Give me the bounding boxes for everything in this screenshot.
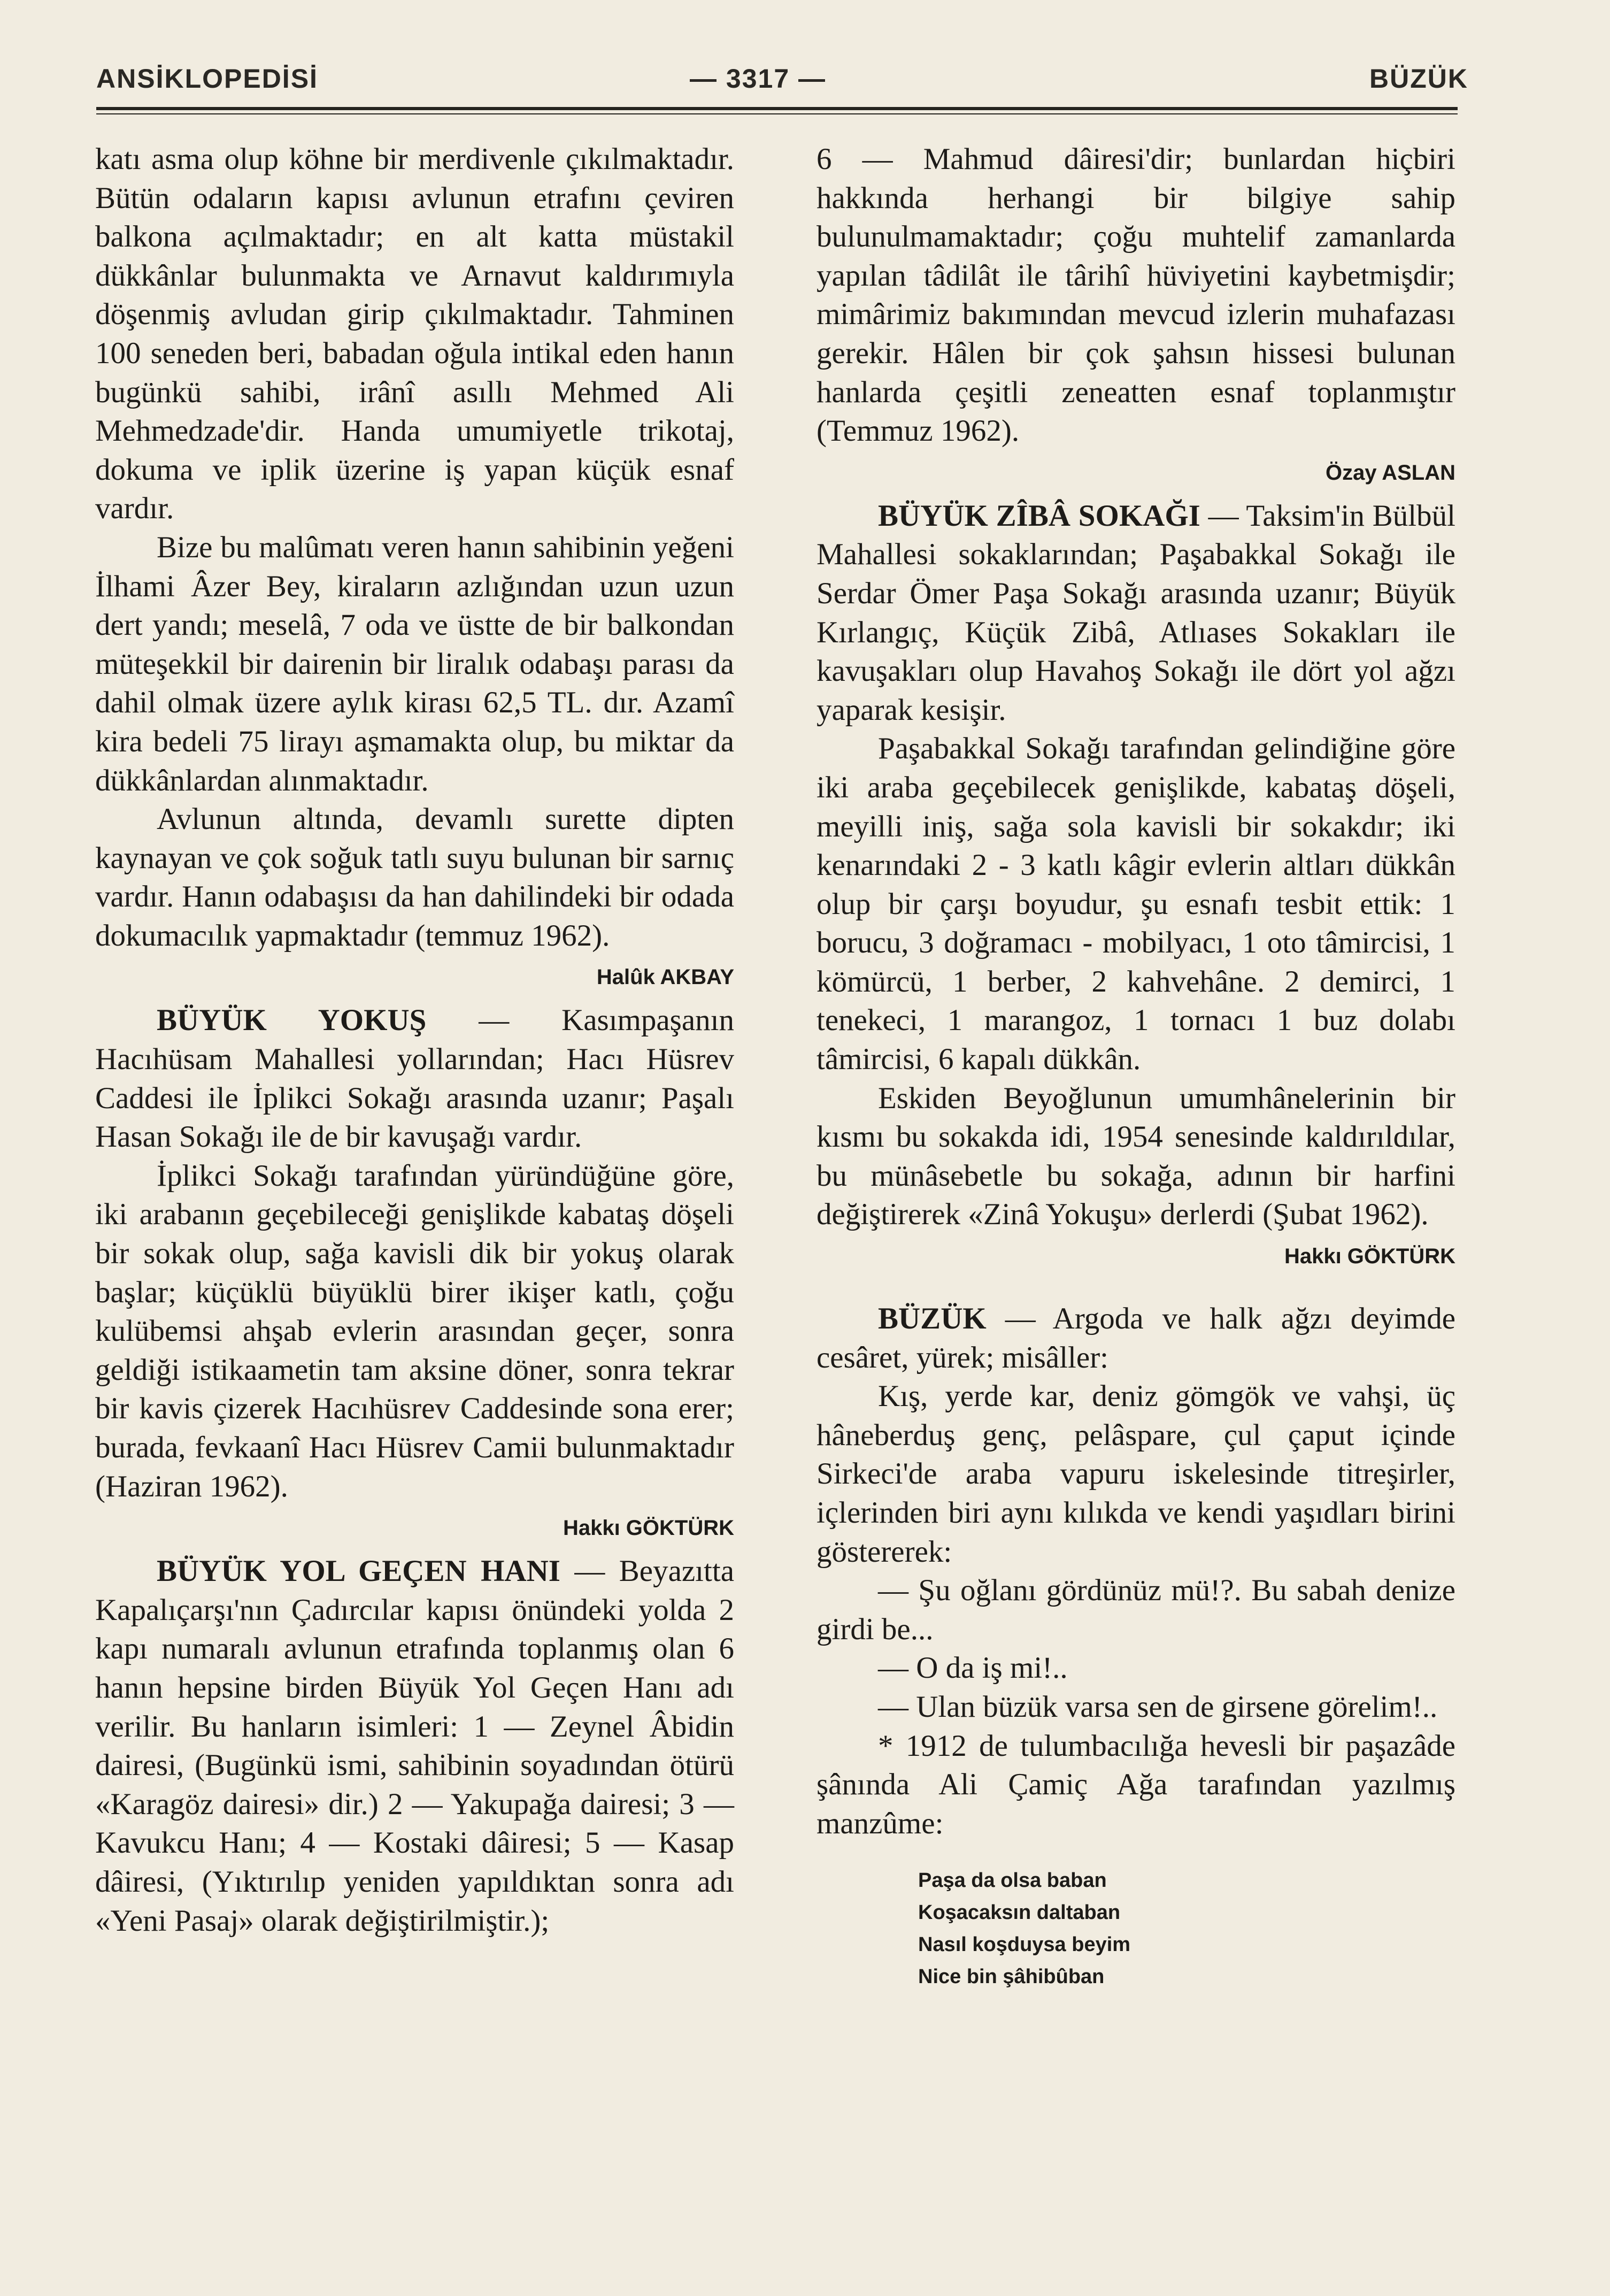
- poem-line: Koşacaksın daltaban: [918, 1901, 1121, 1924]
- author-signature: Hakkı GÖKTÜRK: [563, 1516, 734, 1540]
- poem-line: Paşa da olsa baban: [918, 1869, 1107, 1892]
- dialogue-line: — Şu oğlanı gördünüz mü!?. Bu sabah denize girdi be...: [816, 1573, 1455, 1646]
- paragraph: katı asma olup köhne bir merdivenle çıkılmaktadır. Bütün odaların kapısı avlunun etrafını çeviren balkona açılmaktadır; en alt katta müstakil dükkânlar bulunmakta ve Arnavut kaldırımıyla döşenmiş avludan girip çıkılmaktadır. Tahminen 100 seneden beri, babadan oğula intikal eden hanın bugünkü sahibi, irânî asıllı Mehmed Ali Mehmedzade'dir. Handa umumiyetle trikotaj, dokuma ve iplik üzerine iş yapan küçük esnaf vardır.: [95, 142, 734, 526]
- entry-title: BÜYÜK YOKUŞ: [157, 1003, 427, 1038]
- entry-buyuk-yokus: [95, 1001, 734, 1156]
- entry-text: — Kasımpaşanın Hacıhüsam Mahallesi yollarından; Hacı Hüsrev Caddesi ile İplikci Sokağı arasında uzanır; Paşalı Hasan Sokağı ile de bir kavuşağı vardır.: [95, 1003, 734, 1154]
- paragraph: 6 — Mahmud dâiresi'dir; bunlardan hiçbiri hakkında herhangi bir bilgiye sahip bulunulmamaktadır; çoğu muhtelif zamanlarda yapılan tâdilât ile târihî hüviyetini kaybetmişdir; mimârimiz bakımından mevcud izlerin muhafazası gerekir. Hâlen bir çok şahsın hissesi bulunan hanlarda çeşitli zeneatten esnaf toplanmıştır (Temmuz 1962).: [816, 142, 1455, 448]
- poem-line: Nasıl koşduysa beyim: [918, 1933, 1131, 1956]
- running-header-right: BÜZÜK: [1369, 64, 1468, 94]
- dialogue-line: — O da iş mi!..: [878, 1651, 1068, 1685]
- entry-buyuk-yol-gecen-hani: [95, 1552, 734, 1940]
- dialogue-line: — Ulan büzük varsa sen de girsene görelim!..: [878, 1690, 1438, 1724]
- author-signature: Hakkı GÖKTÜRK: [1284, 1245, 1455, 1269]
- paragraph: Eskiden Beyoğlunun umumhânelerinin bir kısmı bu sokakda idi, 1954 senesinde kaldırıldılar, bu münâsebetle bu sokağa, adının bir harfini değiştirerek «Zinâ Yokuşu» derlerdi (Şubat 1962).: [816, 1081, 1455, 1232]
- entry-title: BÜZÜK: [878, 1302, 987, 1336]
- entry-text: — Beyazıtta Kapalıçarşı'nın Çadırcılar kapısı önündeki yolda 2 kapı numaralı avlunun etrafında toplanmış olan 6 hanın hepsine birden Büyük Yol Geçen Hanı adı verilir. Bu hanların isimleri: 1 — Zeynel Âbidin dairesi, (Bugünkü ismi, sahibinin soyadından ötürü «Karagöz dairesi» dir.) 2 — Yakupağa dairesi; 3 — Kavukcu Hanı; 4 — Kostaki dâiresi; 5 — Kasap dâiresi, (Yıktırılıp yeniden yapıldıktan sonra adı «Yeni Pasaj» olarak değiştirilmiştir.);: [95, 1554, 734, 1938]
- paragraph: Bize bu malûmatı veren hanın sahibinin yeğeni İlhami Âzer Bey, kiraların azlığından uzun uzun dert yandı; meselâ, 7 oda ve üstte de bir balkondan müteşekkil bir dairenin bir liralık odabaşı parası da dahil olmak üzere aylık kirası 62,5 TL. dır. Azamî kira bedeli 75 lirayı aşmamakta olup, bu miktar da dükkânlardan alınmaktadır.: [95, 530, 734, 797]
- poem-line: Nice bin şâhibûban: [918, 1965, 1105, 1988]
- entry-title: BÜYÜK ZÎBÂ SOKAĞI: [878, 498, 1200, 533]
- entry-text: — Taksim'in Bülbül Mahallesi sokaklarından; Paşabakkal Sokağı ile Serdar Ömer Paşa Sokağı arasında uzanır; Büyük Kırlangıç, Küçük Zibâ, Atlıases Sokakları ile kavuşakları olup Havahoş Sokağı ile dört yol ağzı yaparak kesişir.: [816, 498, 1455, 727]
- author-signature: Halûk AKBAY: [596, 965, 734, 989]
- left-column: [95, 140, 734, 1940]
- poem: [918, 1864, 1455, 1993]
- paragraph: Paşabakkal Sokağı tarafından gelindiğine göre iki araba geçebilecek genişlikde, kabataş döşeli, meyilli iniş, sağa sola kavisli bir sokakdır; iki kenarındaki 2 - 3 katlı kâgir evlerin altları dükkân olup bir çarşı boyudur, şu esnafı tesbit ettik: 1 borucu, 3 doğramacı - mobilyacı, 1 oto tâmircisi, 1 kömürcü, 1 berber, 2 kahvehâne. 2 demirci, 1 tenekeci, 1 marangoz, 1 tornacı 1 buz dolabı tâmircisi, 6 kapalı dükkân.: [816, 732, 1455, 1077]
- paragraph: * 1912 de tulumbacılığa hevesli bir paşazâde şânında Ali Çamiç Ağa tarafından yazılmış manzûme:: [816, 1729, 1455, 1840]
- paragraph: Kış, yerde kar, deniz gömgök ve vahşi, üç hâneberduş genç, pelâspare, çul çaput içinde Sirkeci'de araba vapuru iskelesinde titreşirler, içlerinden biri aynı kılıkda ve kendi yaşıdları birini göstererek:: [816, 1379, 1455, 1569]
- header-rule-thin: [96, 113, 1458, 114]
- running-header-left: ANSİKLOPEDİSİ: [96, 64, 318, 94]
- right-column: [816, 140, 1455, 1993]
- paragraph: Avlunun altında, devamlı surette dipten kaynayan ve çok soğuk tatlı suyu bulunan bir sarnıç vardır. Hanın odabaşısı da han dahilindeki bir odada dokumacılık yapmaktadır (temmuz 1962).: [95, 802, 734, 953]
- header-rule: [96, 107, 1458, 110]
- entry-buzuk: [816, 1300, 1455, 1377]
- page-number: — 3317 —: [690, 64, 827, 94]
- entry-buyuk-ziba-sokagi: [816, 497, 1455, 730]
- author-signature: Özay ASLAN: [1325, 460, 1455, 485]
- entry-title: BÜYÜK YOL GEÇEN HANI: [157, 1554, 560, 1588]
- entry-text: — Argoda ve halk ağzı deyimde cesâret, yürek; misâller:: [816, 1302, 1455, 1374]
- paragraph: İplikci Sokağı tarafından yüründüğüne göre, iki arabanın geçebileceği genişlikde kabataş döşeli bir sokak olup, sağa kavisli dik bir yokuş olarak başlar; küçüklü büyüklü birer ikişer katlı, çoğu kulübemsi ahşab evlerin arasından geçer, sonra geldiği istikaametin tam aksine döner, sonra tekrar bir kavis çizerek Hacıhüsrev Caddesinde sona erer; burada, fevkaanî Hacı Hüsrev Camii bulunmaktadır (Haziran 1962).: [95, 1158, 734, 1503]
